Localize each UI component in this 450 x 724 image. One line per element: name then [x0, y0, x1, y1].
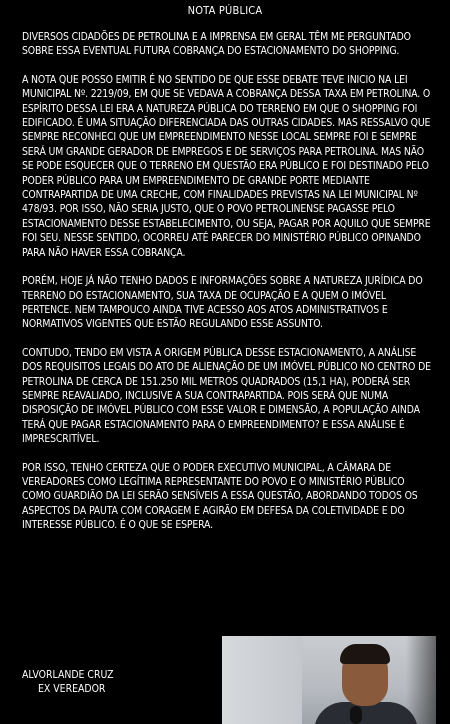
signature-role: EX VEREADOR [38, 683, 106, 696]
paragraph-5: POR ISSO, TENHO CERTEZA QUE O PODER EXECUTIVO MUNICIPAL, A CÂMARA DE VEREADORES COMO LEGÍTIMA REPRESENTANTE DO POVO E O MINISTÉRIO PÚBLICO COMO GUARDIÃO DA LEI SERÃO SENSÍVEIS A ESSA QUESTÃO, ABORDANDO TODOS OS ASPECTOS DA PAUTA COM CORAGEM E AGIRÃO EM DEFESA DA COLETIVIDADE E DO INTERESSE PÚBLICO. É O QUE SE ESPERA. [22, 461, 418, 532]
paragraph-2: A NOTA QUE POSSO EMITIR É NO SENTIDO DE QUE ESSE DEBATE TEVE INICIO NA LEI MUNICIPAL Nº. 2219/09, EM QUE SE VEDAVA A COBRANÇA DESSA TAXA EM PETROLINA. O ESPÍRITO DESSA LEI ERA A NATUREZA PÚBLICA DO TERRENO EM QUE O SHOPPING FOI EDIFICADO. É UMA SITUAÇÃO DIFERENCIADA DAS OUTRAS CIDADES. MAS RESSALVO QUE SEMPRE RECONHECI QUE UM EMPREENDIMENTO NESSE LOCAL SEMPRE FOI E SEMPRE SERÁ UM GRANDE GERADOR DE EMPREGOS E DE SERVIÇOS PARA PETROLINA. MAS NÃO SE PODE ESQUECER QUE O TERRENO EM QUESTÃO ERA PÚBLICO E FOI DESTINADO PELO PODER PÚBLICO PARA UM EMPREENDIMENTO DE GRANDE PORTE MEDIANTE CONTRAPARTIDA DE UMA CRECHE, COM FINALIDADES PREVISTAS NA LEI MUNICIPAL Nº 478/93. POR ISSO, NÃO SERIA JUSTO, QUE O POVO PETROLINENSE PAGASSE PELO ESTACIONAMENTO DESSE ESTABELECIMENTO, OU SEJA, PAGAR POR AQUILO QUE SEMPRE FOI SEU. NESSE SENTIDO, OCORREU ATÉ PARECER DO MINISTÉRIO PÚBLICO OPINANDO PARA NÃO HAVER ESSA COBRANÇA. [22, 73, 431, 259]
document-title: NOTA PÚBLICA [187, 4, 263, 17]
photo-shade [406, 636, 436, 724]
microphone-icon [350, 706, 362, 724]
photo-person-hair [340, 644, 390, 664]
author-photo [222, 636, 436, 724]
signature-block [22, 668, 114, 697]
paragraph-1: DIVERSOS CIDADÕES DE PETROLINA E A IMPRENSA EM GERAL TÊM ME PERGUNTADO SOBRE ESSA EVENTUAL FUTURA COBRANÇA DO ESTACIONAMENTO DO SHOPPING. [22, 31, 411, 58]
signature-name: ALVORLANDE CRUZ [22, 669, 114, 681]
document-body [22, 30, 432, 547]
photo-background [222, 636, 302, 724]
paragraph-3: PORÉM, HOJE JÁ NÃO TENHO DADOS E INFORMAÇÕES SOBRE A NATUREZA JURÍDICA DO TERRENO DO ESTACIONAMENTO, SUA TAXA DE OCUPAÇÃO E A QUEM O IMÓVEL PERTENCE. NEM TAMPOUCO AINDA TIVE ACESSO AOS ATOS ADMINISTRATIVOS E NORMATIVOS VIGENTES QUE ESTÃO REGULANDO ESSE ASSUNTO. [22, 275, 423, 331]
paragraph-4: CONTUDO, TENDO EM VISTA A ORIGEM PÚBLICA DESSE ESTACIONAMENTO, A ANÁLISE DOS REQUISITOS LEGAIS DO ATO DE ALIENAÇÃO DE UM IMÓVEL PÚBLICO NO CENTRO DE PETROLINA DE CERCA DE 151.250 MIL METROS QUADRADOS (15,1 HA), PODERÁ SER SEMPRE REAVALIADO, INCLUSIVE A SUA CONTRAPARTIDA. POIS SERÁ QUE NUMA DISPOSIÇÃO DE IMÓVEL PÚBLICO COM ESSE VALOR E DIMENSÃO, A POPULAÇÃO AINDA TERÁ QUE PAGAR ESTACIONAMENTO PARA O EMPREENDIMENTO? E ESSA ANÁLISE É IMPRESCRITÍVEL. [22, 346, 431, 446]
